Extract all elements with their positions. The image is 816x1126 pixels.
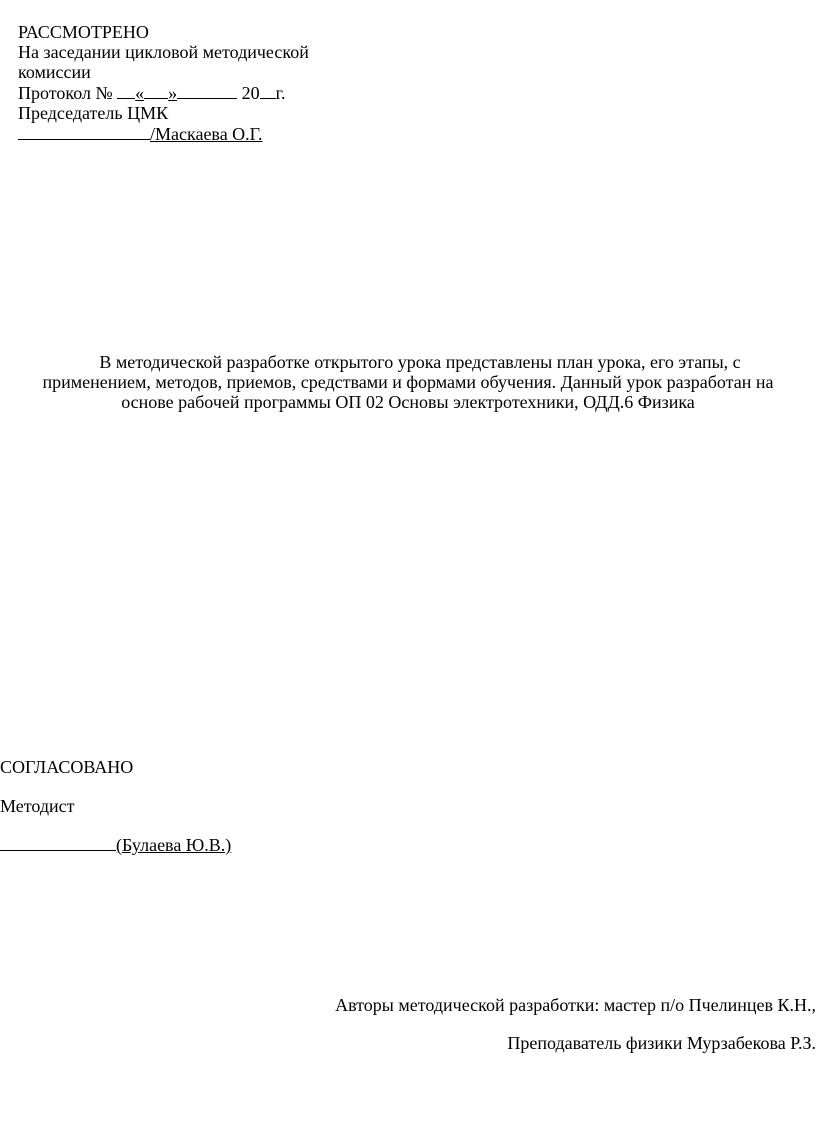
protocol-year: 20 [241, 83, 260, 103]
chair-label: Председатель ЦМК [18, 103, 169, 123]
protocol-label: Протокол № [18, 83, 113, 103]
protocol-day-blank [144, 82, 168, 99]
protocol-year-blank [260, 82, 276, 99]
reviewed-block [18, 22, 309, 144]
methodist-signature-name: (Булаева Ю.В.) [116, 835, 232, 855]
authors-block [216, 994, 816, 1054]
reviewed-heading: РАССМОТРЕНО [18, 22, 149, 42]
description-line-2: применением, методов, приемов, средствами и формами обучения. Данный урок разработан на [42, 372, 774, 392]
protocol-month-blank [177, 82, 237, 99]
description-line-1: В методической разработке открытого урока представлены план урока, его этапы, с [99, 352, 741, 372]
chair-signature-line [18, 123, 309, 144]
commission-line: комиссии [18, 62, 91, 82]
chair-signature-name: /Маскаева О.Г. [150, 124, 263, 144]
authors-line-1: Авторы методической разработки: мастер п/о Пчелинцев К.Н., [335, 995, 816, 1015]
methodist-role: Методист [0, 796, 75, 816]
description-line-3: основе рабочей программы ОП 02 Основы электротехники, ОДД.6 Физика [121, 392, 695, 412]
protocol-close-quote: » [168, 83, 178, 103]
approved-heading: СОГЛАСОВАНО [0, 757, 134, 777]
protocol-number-blank [117, 82, 135, 99]
protocol-line [18, 82, 309, 103]
chair-signature-blank [18, 123, 150, 140]
description-paragraph [10, 352, 806, 412]
authors-line-2: Преподаватель физики Мурзабекова Р.З. [507, 1033, 816, 1053]
methodist-signature-line [0, 834, 231, 856]
protocol-open-quote: « [135, 83, 145, 103]
approved-block [0, 756, 231, 856]
meeting-line: На заседании цикловой методической [18, 42, 309, 62]
protocol-year-suffix: г. [275, 83, 286, 103]
methodist-signature-blank [0, 834, 116, 851]
